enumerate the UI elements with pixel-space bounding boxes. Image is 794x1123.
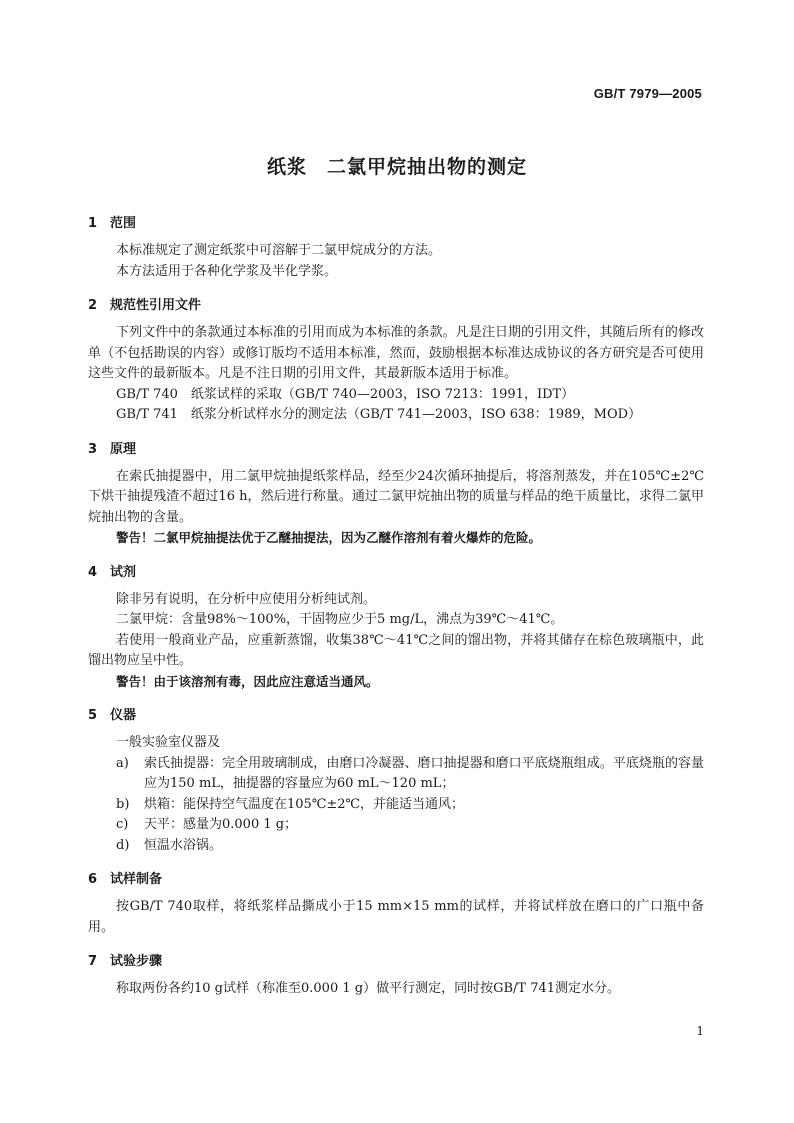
list-marker: b) (116, 796, 130, 812)
paragraph: 二氯甲烷：含量98%～100%，干固物应少于5 mg/L，沸点为39℃～41℃。 (116, 612, 564, 627)
section-number: 2 (88, 298, 98, 313)
paragraph: 称取两份各约10 g试样（称准至0.000 1 g）做平行测定，同时按GB/T 741测定水分。 (116, 981, 621, 996)
paragraph: 按GB/T 740取样，将纸浆样品撕成小于15 mm×15 mm的试样，并将试样放在磨口的广口瓶中备用。 (88, 899, 704, 935)
list-item-text: 烘箱：能保持空气温度在105℃±2℃，并能适当通风； (144, 796, 465, 812)
paragraph: 本标准规定了测定纸浆中可溶解于二氯甲烷成分的方法。 (116, 243, 442, 258)
paragraph: 除非另有说明，在分析中应使用分析纯试剂。 (116, 591, 377, 607)
section-heading-sample-preparation (88, 870, 704, 890)
section-title: 仪器 (110, 708, 137, 723)
section-heading-apparatus (88, 706, 704, 726)
section-heading-reagents (88, 563, 704, 583)
list-item-text: 恒温水浴锅。 (144, 837, 223, 853)
section-title: 原理 (110, 441, 137, 457)
section-title: 范围 (110, 216, 137, 231)
section-number: 1 (88, 216, 98, 231)
paragraph: 下列文件中的条款通过本标准的引用而成为本标准的条款。凡是注日期的引用文件，其随后所有的修改单（不包括勘误的内容）或修订版均不适用本标准，然而，鼓励根据本标准达成协议的各方研究是否可使用这些文件的最新版本。凡是不注日期的引用文件，其最新版本适用于标准。 (88, 325, 704, 381)
list-marker: d) (116, 837, 130, 853)
section-heading-scope (88, 214, 704, 234)
section-title: 试样制备 (110, 872, 163, 887)
list-item-text: 索氏抽提器：完全用玻璃制成，由磨口冷凝器、磨口抽提器和磨口平底烧瓶组成。平底烧瓶的容量应为150 mL，抽提器的容量应为60 mL～120 mL； (144, 755, 704, 791)
list-marker: a) (116, 755, 129, 771)
page-number: 1 (696, 1024, 704, 1038)
paragraph: 一般实验室仪器及 (116, 735, 221, 750)
section-number: 5 (88, 708, 98, 723)
list-item (88, 795, 704, 816)
list-marker: c) (116, 817, 129, 832)
reference-entry: GB/T 741 纸浆分析试样水分的测定法（GB/T 741—2003，ISO 638：1989，MOD） (116, 407, 642, 422)
section-number: 4 (88, 564, 98, 580)
section-number: 7 (88, 954, 98, 969)
section-title: 规范性引用文件 (110, 298, 202, 313)
list-item (88, 836, 704, 857)
section-heading-principle (88, 440, 704, 460)
list-item (88, 754, 704, 795)
section-heading-procedure (88, 952, 704, 972)
warning-text: 警告！由于该溶剂有毒，因此应注意适当通风。 (116, 673, 379, 689)
paragraph: 若使用一般商业产品，应重新蒸馏，收集38℃～41℃之间的馏出物，并将其储存在棕色玻璃瓶中，此馏出物应呈中性。 (88, 632, 704, 668)
section-title: 试验步骤 (110, 954, 163, 969)
paragraph: 在索氏抽提器中，用二氯甲烷抽提纸浆样品，经至少24次循环抽提后，将溶剂蒸发，并在105℃±2℃下烘干抽提残渣不超过16 h，然后进行称量。通过二氯甲烷抽出物的质量与样品的绝干质量比，求得二氯甲烷抽出物的含量。 (88, 468, 704, 525)
reference-entry: GB/T 740 纸浆试样的采取（GB/T 740—2003，ISO 7213：1991，IDT） (116, 386, 575, 402)
page-title: 纸浆 二氯甲烷抽出物的测定 (266, 156, 527, 178)
standard-code: GB/T 7979—2005 (593, 86, 702, 101)
section-number: 6 (88, 872, 98, 887)
document-body (88, 214, 704, 1000)
section-number: 3 (88, 441, 98, 457)
list-item (88, 815, 704, 836)
section-title: 试剂 (110, 564, 137, 580)
warning-text: 警告！二氯甲烷抽提法优于乙醚抽提法，因为乙醚作溶剂有着火爆炸的危险。 (116, 530, 542, 545)
section-heading-normative-references (88, 296, 704, 316)
list-item-text: 天平：感量为0.000 1 g； (144, 817, 298, 832)
paragraph: 本方法适用于各种化学浆及半化学浆。 (116, 263, 338, 279)
